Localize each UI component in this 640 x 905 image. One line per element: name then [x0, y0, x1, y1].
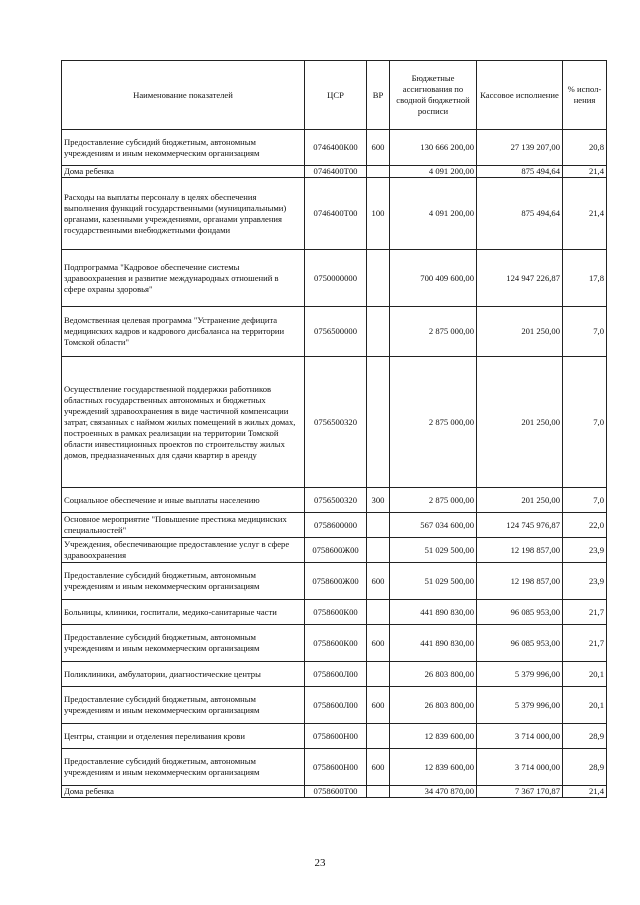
cell-cash: 5 379 996,00: [477, 662, 563, 687]
table-row: [62, 130, 607, 166]
table-body: [62, 130, 607, 798]
cell-csr: 0756500320: [305, 357, 367, 488]
cell-name: Дома ребенка: [62, 166, 305, 178]
cell-vr: 300: [367, 488, 390, 513]
cell-csr: 0746400К00: [305, 130, 367, 166]
budget-execution-table: [61, 60, 607, 798]
table-row: [62, 662, 607, 687]
cell-percent: 20,1: [563, 687, 607, 724]
cell-cash: 3 714 000,00: [477, 749, 563, 786]
cell-name: Больницы, клиники, госпитали, медико-санитарные части: [62, 600, 305, 625]
cell-budget: 51 029 500,00: [390, 538, 477, 563]
header-percent: % испол-нения: [563, 61, 607, 130]
cell-budget: 4 091 200,00: [390, 178, 477, 250]
header-budget: Бюджетные ассигнования по сводной бюджетной росписи: [390, 61, 477, 130]
cell-name: Учреждения, обеспечивающие предоставление услуг в сфере здравоохранения: [62, 538, 305, 563]
cell-vr: 600: [367, 130, 390, 166]
cell-vr: 600: [367, 749, 390, 786]
table-row: [62, 538, 607, 563]
cell-cash: 12 198 857,00: [477, 563, 563, 600]
header-csr: ЦСР: [305, 61, 367, 130]
table-row: [62, 563, 607, 600]
cell-cash: 124 947 226,87: [477, 250, 563, 307]
table-row: [62, 786, 607, 798]
cell-vr: [367, 166, 390, 178]
cell-budget: 26 803 800,00: [390, 662, 477, 687]
cell-percent: 23,9: [563, 563, 607, 600]
header-cash: Кассовое исполнение: [477, 61, 563, 130]
cell-budget: 441 890 830,00: [390, 600, 477, 625]
cell-budget: 700 409 600,00: [390, 250, 477, 307]
cell-vr: 600: [367, 563, 390, 600]
table-row: [62, 178, 607, 250]
cell-name: Основное мероприятие "Повышение престижа медицинских специальностей": [62, 513, 305, 538]
cell-name: Социальное обеспечение и иные выплаты населению: [62, 488, 305, 513]
cell-csr: 0746400Т00: [305, 166, 367, 178]
table-row: [62, 307, 607, 357]
cell-percent: 23,9: [563, 538, 607, 563]
table-row: [62, 600, 607, 625]
cell-vr: [367, 357, 390, 488]
cell-name: Дома ребенка: [62, 786, 305, 798]
cell-budget: 567 034 600,00: [390, 513, 477, 538]
cell-cash: 5 379 996,00: [477, 687, 563, 724]
cell-percent: 21,7: [563, 625, 607, 662]
cell-vr: [367, 662, 390, 687]
cell-csr: 0758600Л00: [305, 662, 367, 687]
cell-percent: 7,0: [563, 357, 607, 488]
cell-cash: 201 250,00: [477, 488, 563, 513]
cell-name: Расходы на выплаты персоналу в целях обеспечения выполнения функций государственными (муниципальными) органами, казенными учреждениями, органами управления государственными внебюджетными фондами: [62, 178, 305, 250]
cell-name: Поликлиники, амбулатории, диагностические центры: [62, 662, 305, 687]
table-header-row: [62, 61, 607, 130]
cell-name: Предоставление субсидий бюджетным, автономным учреждениям и иным некоммерческим организациям: [62, 687, 305, 724]
cell-vr: 100: [367, 178, 390, 250]
table-row: [62, 687, 607, 724]
cell-cash: 875 494,64: [477, 166, 563, 178]
cell-budget: 12 839 600,00: [390, 724, 477, 749]
cell-vr: [367, 724, 390, 749]
cell-percent: 21,4: [563, 786, 607, 798]
cell-csr: 0758600Н00: [305, 724, 367, 749]
cell-budget: 441 890 830,00: [390, 625, 477, 662]
cell-percent: 21,4: [563, 178, 607, 250]
cell-vr: 600: [367, 687, 390, 724]
cell-cash: 124 745 976,87: [477, 513, 563, 538]
table-row: [62, 513, 607, 538]
cell-budget: 4 091 200,00: [390, 166, 477, 178]
header-vr: ВР: [367, 61, 390, 130]
cell-vr: [367, 786, 390, 798]
cell-budget: 26 803 800,00: [390, 687, 477, 724]
cell-csr: 0758600Н00: [305, 749, 367, 786]
cell-cash: 12 198 857,00: [477, 538, 563, 563]
cell-name: Ведомственная целевая программа "Устранение дефицита медицинских кадров и кадрового дисбаланса на территории Томской области": [62, 307, 305, 357]
cell-name: Центры, станции и отделения переливания крови: [62, 724, 305, 749]
cell-percent: 7,0: [563, 307, 607, 357]
cell-cash: 96 085 953,00: [477, 600, 563, 625]
cell-percent: 17,8: [563, 250, 607, 307]
cell-csr: 0758600Л00: [305, 687, 367, 724]
cell-cash: 201 250,00: [477, 357, 563, 488]
cell-vr: [367, 250, 390, 307]
cell-name: Предоставление субсидий бюджетным, автономным учреждениям и иным некоммерческим организациям: [62, 563, 305, 600]
table-row: [62, 749, 607, 786]
cell-vr: 600: [367, 625, 390, 662]
cell-csr: 0756500000: [305, 307, 367, 357]
cell-percent: 21,4: [563, 166, 607, 178]
cell-cash: 27 139 207,00: [477, 130, 563, 166]
cell-cash: 3 714 000,00: [477, 724, 563, 749]
page-number: 23: [314, 857, 326, 869]
cell-cash: 875 494,64: [477, 178, 563, 250]
cell-name: Предоставление субсидий бюджетным, автономным учреждениям и иным некоммерческим организациям: [62, 130, 305, 166]
cell-cash: 96 085 953,00: [477, 625, 563, 662]
cell-name: Осуществление государственной поддержки работников областных государственных автономных и бюджетных учреждений здравоохранения в виде частичной компенсации затрат, связанных с наймом жилых помещений в жилых домах, построенных в рамках реализации на территории Томской области инвестиционных проектов по строительству жилых домов, предназначенных для сдачи квартир в аренду: [62, 357, 305, 488]
cell-budget: 2 875 000,00: [390, 357, 477, 488]
cell-csr: 0758600К00: [305, 625, 367, 662]
cell-csr: 0758600Т00: [305, 786, 367, 798]
cell-vr: [367, 307, 390, 357]
cell-percent: 28,9: [563, 749, 607, 786]
cell-cash: 201 250,00: [477, 307, 563, 357]
cell-budget: 2 875 000,00: [390, 488, 477, 513]
cell-percent: 22,0: [563, 513, 607, 538]
cell-percent: 28,9: [563, 724, 607, 749]
cell-vr: [367, 538, 390, 563]
cell-budget: 34 470 870,00: [390, 786, 477, 798]
cell-budget: 2 875 000,00: [390, 307, 477, 357]
table-row: [62, 625, 607, 662]
cell-csr: 0746400Т00: [305, 178, 367, 250]
cell-cash: 7 367 170,87: [477, 786, 563, 798]
cell-name: Предоставление субсидий бюджетным, автономным учреждениям и иным некоммерческим организациям: [62, 749, 305, 786]
cell-percent: 21,7: [563, 600, 607, 625]
cell-csr: 0750000000: [305, 250, 367, 307]
table-row: [62, 166, 607, 178]
cell-percent: 20,1: [563, 662, 607, 687]
cell-csr: 0758600000: [305, 513, 367, 538]
cell-name: Подпрограмма "Кадровое обеспечение системы здравоохранения и развитие международных отношений в сфере охраны здоровья": [62, 250, 305, 307]
table-row: [62, 724, 607, 749]
cell-percent: 20,8: [563, 130, 607, 166]
cell-vr: [367, 513, 390, 538]
cell-vr: [367, 600, 390, 625]
cell-csr: 0758600Ж00: [305, 563, 367, 600]
cell-csr: 0758600К00: [305, 600, 367, 625]
cell-percent: 7,0: [563, 488, 607, 513]
table-row: [62, 250, 607, 307]
cell-csr: 0758600Ж00: [305, 538, 367, 563]
cell-name: Предоставление субсидий бюджетным, автономным учреждениям и иным некоммерческим организациям: [62, 625, 305, 662]
table-row: [62, 488, 607, 513]
cell-budget: 12 839 600,00: [390, 749, 477, 786]
header-name: Наименование показателей: [62, 61, 305, 130]
table-row: [62, 357, 607, 488]
cell-budget: 130 666 200,00: [390, 130, 477, 166]
cell-csr: 0756500320: [305, 488, 367, 513]
cell-budget: 51 029 500,00: [390, 563, 477, 600]
